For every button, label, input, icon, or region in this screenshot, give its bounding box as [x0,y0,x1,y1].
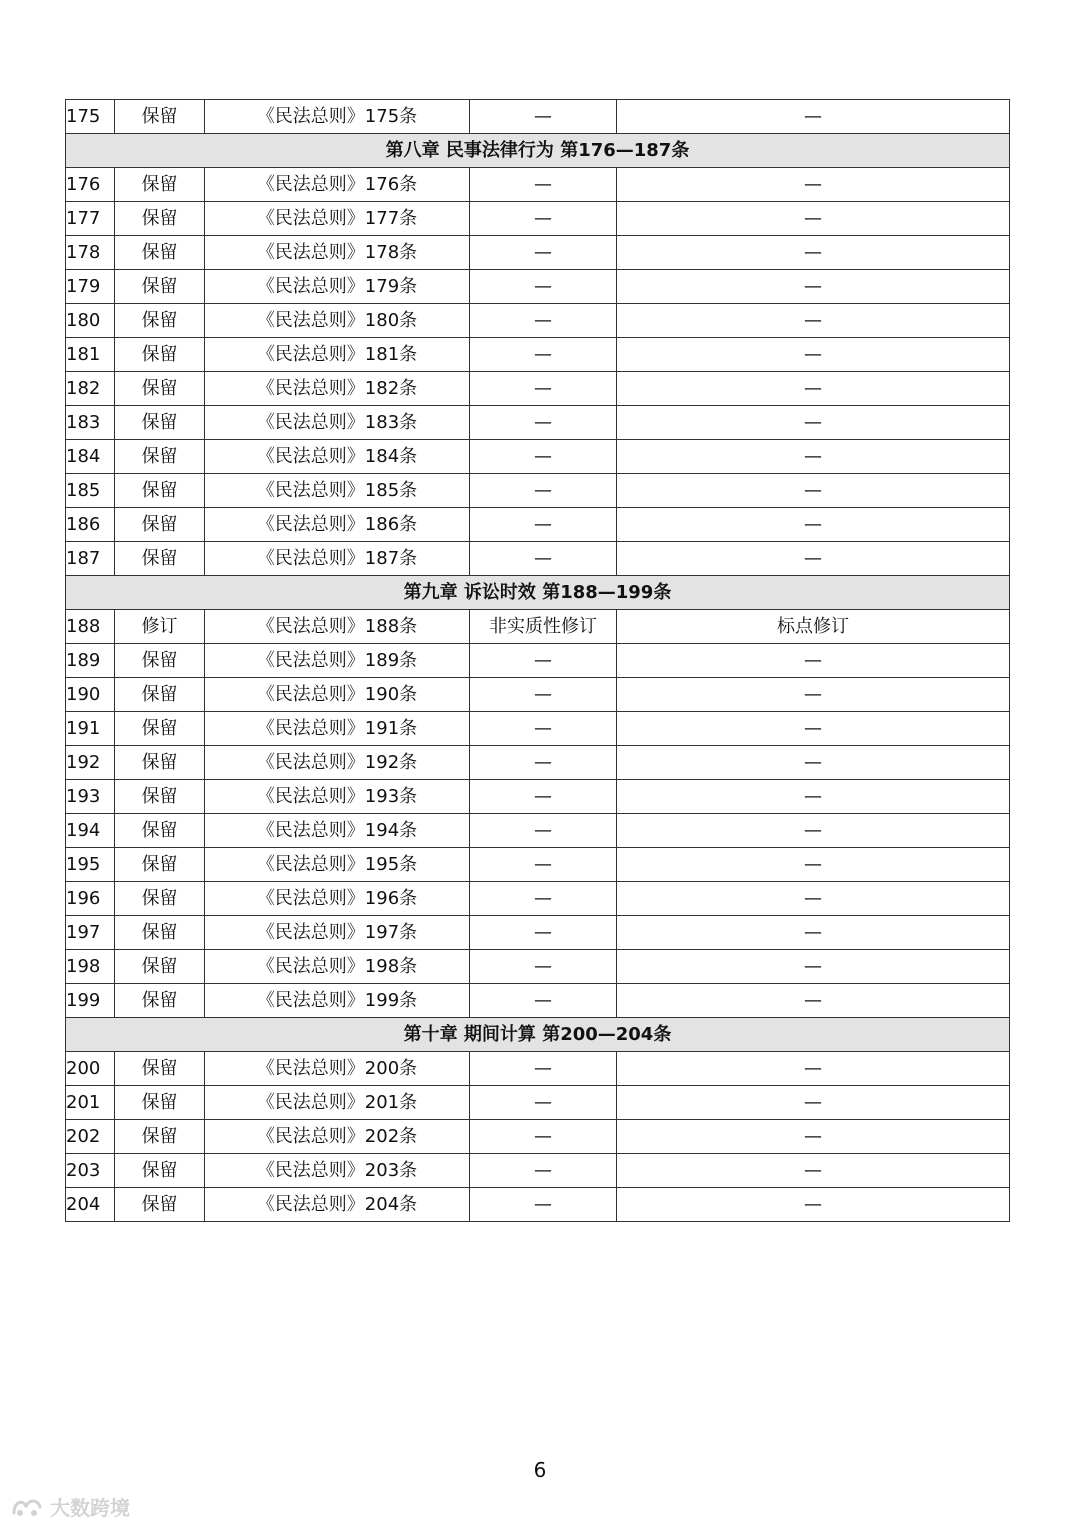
article-number: 175 [66,100,115,134]
table-row [66,236,1010,270]
revision-type: — [470,746,617,780]
table-row [66,474,1010,508]
article-source: 《民法总则》179条 [205,270,470,304]
article-status: 保留 [115,508,205,542]
article-status: 保留 [115,848,205,882]
article-number: 177 [66,202,115,236]
article-number: 176 [66,168,115,202]
revision-type: — [470,100,617,134]
article-status: 保留 [115,678,205,712]
article-number: 196 [66,882,115,916]
article-number: 200 [66,1052,115,1086]
article-source: 《民法总则》183条 [205,406,470,440]
table-row [66,780,1010,814]
article-source: 《民法总则》202条 [205,1120,470,1154]
article-source: 《民法总则》190条 [205,678,470,712]
article-status: 保留 [115,236,205,270]
revision-note: — [617,644,1010,678]
revision-type: — [470,440,617,474]
article-number: 182 [66,372,115,406]
revision-note: — [617,1086,1010,1120]
revision-note: — [617,882,1010,916]
article-source: 《民法总则》196条 [205,882,470,916]
article-number: 198 [66,950,115,984]
article-number: 199 [66,984,115,1018]
revision-type: — [470,1188,617,1222]
table-row [66,508,1010,542]
revision-note: — [617,236,1010,270]
revision-type: — [470,1052,617,1086]
chapter-header-row [66,1018,1010,1052]
revision-type: — [470,304,617,338]
article-number: 183 [66,406,115,440]
revision-note: — [617,780,1010,814]
revision-note: — [617,746,1010,780]
article-source: 《民法总则》184条 [205,440,470,474]
article-number: 178 [66,236,115,270]
revision-type: — [470,406,617,440]
article-source: 《民法总则》204条 [205,1188,470,1222]
article-source: 《民法总则》200条 [205,1052,470,1086]
article-source: 《民法总则》186条 [205,508,470,542]
article-source: 《民法总则》201条 [205,1086,470,1120]
revision-type: — [470,338,617,372]
revision-type: — [470,1120,617,1154]
table-row [66,882,1010,916]
chapter-header-row [66,576,1010,610]
table-row [66,644,1010,678]
revision-note: — [617,1188,1010,1222]
article-number: 185 [66,474,115,508]
revision-type: — [470,916,617,950]
table-row [66,270,1010,304]
revision-note: — [617,848,1010,882]
article-source: 《民法总则》180条 [205,304,470,338]
table-row [66,1188,1010,1222]
revision-note: — [617,950,1010,984]
article-number: 186 [66,508,115,542]
article-source: 《民法总则》185条 [205,474,470,508]
article-status: 修订 [115,610,205,644]
article-source: 《民法总则》181条 [205,338,470,372]
article-source: 《民法总则》189条 [205,644,470,678]
chapter-header-row [66,134,1010,168]
article-number: 179 [66,270,115,304]
table-row [66,100,1010,134]
article-number: 181 [66,338,115,372]
revision-note: — [617,508,1010,542]
article-status: 保留 [115,270,205,304]
revision-type: — [470,644,617,678]
article-status: 保留 [115,1086,205,1120]
article-number: 187 [66,542,115,576]
table-row [66,1052,1010,1086]
article-status: 保留 [115,712,205,746]
table-row [66,814,1010,848]
table-row [66,542,1010,576]
table-row [66,916,1010,950]
article-source: 《民法总则》193条 [205,780,470,814]
table-row [66,1154,1010,1188]
article-number: 188 [66,610,115,644]
article-source: 《民法总则》191条 [205,712,470,746]
article-status: 保留 [115,168,205,202]
revision-type: — [470,882,617,916]
article-source: 《民法总则》194条 [205,814,470,848]
revision-note: — [617,372,1010,406]
article-status: 保留 [115,1188,205,1222]
table-row [66,984,1010,1018]
table-row [66,372,1010,406]
article-source: 《民法总则》188条 [205,610,470,644]
revision-note: — [617,304,1010,338]
table-row [66,440,1010,474]
article-status: 保留 [115,202,205,236]
article-status: 保留 [115,814,205,848]
revision-type: 非实质性修订 [470,610,617,644]
article-status: 保留 [115,542,205,576]
article-source: 《民法总则》197条 [205,916,470,950]
revision-note: — [617,984,1010,1018]
chapter-title: 第八章 民事法律行为 第176—187条 [66,134,1010,168]
revision-type: — [470,712,617,746]
article-number: 203 [66,1154,115,1188]
article-status: 保留 [115,406,205,440]
article-status: 保留 [115,984,205,1018]
article-number: 201 [66,1086,115,1120]
article-number: 204 [66,1188,115,1222]
revision-note: — [617,1120,1010,1154]
article-status: 保留 [115,474,205,508]
revision-type: — [470,270,617,304]
brand-logo-icon [10,1495,46,1519]
revision-note: — [617,100,1010,134]
table-row [66,406,1010,440]
article-number: 192 [66,746,115,780]
watermark [10,1492,130,1521]
revision-note: — [617,916,1010,950]
article-number: 202 [66,1120,115,1154]
revision-type: — [470,508,617,542]
table-row [66,610,1010,644]
article-number: 184 [66,440,115,474]
table-row [66,848,1010,882]
article-status: 保留 [115,882,205,916]
chapter-title: 第十章 期间计算 第200—204条 [66,1018,1010,1052]
article-status: 保留 [115,1120,205,1154]
table-row [66,304,1010,338]
table-row [66,1086,1010,1120]
article-status: 保留 [115,780,205,814]
article-number: 194 [66,814,115,848]
table-row [66,712,1010,746]
revision-type: — [470,372,617,406]
article-status: 保留 [115,338,205,372]
revision-type: — [470,984,617,1018]
revision-type: — [470,678,617,712]
revision-type: — [470,780,617,814]
revision-note: — [617,678,1010,712]
table-row [66,950,1010,984]
article-source: 《民法总则》187条 [205,542,470,576]
article-number: 193 [66,780,115,814]
article-source: 《民法总则》195条 [205,848,470,882]
revision-note: — [617,1154,1010,1188]
article-status: 保留 [115,304,205,338]
article-number: 190 [66,678,115,712]
revision-note: — [617,440,1010,474]
revision-note: — [617,202,1010,236]
revision-note: — [617,814,1010,848]
page-number: 6 [533,1458,547,1482]
revision-note: — [617,406,1010,440]
table-row [66,338,1010,372]
article-status: 保留 [115,746,205,780]
table-row [66,1120,1010,1154]
article-status: 保留 [115,916,205,950]
revision-note: — [617,712,1010,746]
article-number: 191 [66,712,115,746]
article-source: 《民法总则》178条 [205,236,470,270]
revision-type: — [470,1086,617,1120]
revision-note: — [617,542,1010,576]
revision-note: — [617,1052,1010,1086]
article-table [65,99,1010,1222]
revision-type: — [470,542,617,576]
article-number: 189 [66,644,115,678]
article-status: 保留 [115,644,205,678]
revision-type: — [470,848,617,882]
chapter-title: 第九章 诉讼时效 第188—199条 [66,576,1010,610]
revision-note: — [617,168,1010,202]
article-status: 保留 [115,100,205,134]
revision-note: — [617,474,1010,508]
revision-type: — [470,236,617,270]
revision-type: — [470,1154,617,1188]
table-row [66,678,1010,712]
article-status: 保留 [115,440,205,474]
article-number: 195 [66,848,115,882]
watermark-text: 大数跨境 [50,1496,130,1520]
revision-type: — [470,950,617,984]
revision-note: — [617,270,1010,304]
revision-type: — [470,168,617,202]
revision-type: — [470,474,617,508]
article-source: 《民法总则》192条 [205,746,470,780]
article-source: 《民法总则》199条 [205,984,470,1018]
article-number: 180 [66,304,115,338]
revision-note: — [617,338,1010,372]
table-row [66,168,1010,202]
table-row [66,202,1010,236]
article-status: 保留 [115,1052,205,1086]
article-source: 《民法总则》198条 [205,950,470,984]
article-status: 保留 [115,1154,205,1188]
article-number: 197 [66,916,115,950]
article-source: 《民法总则》176条 [205,168,470,202]
table-row [66,746,1010,780]
article-status: 保留 [115,950,205,984]
revision-type: — [470,814,617,848]
article-status: 保留 [115,372,205,406]
article-source: 《民法总则》175条 [205,100,470,134]
revision-type: — [470,202,617,236]
article-source: 《民法总则》177条 [205,202,470,236]
revision-note: 标点修订 [617,610,1010,644]
article-source: 《民法总则》182条 [205,372,470,406]
article-source: 《民法总则》203条 [205,1154,470,1188]
